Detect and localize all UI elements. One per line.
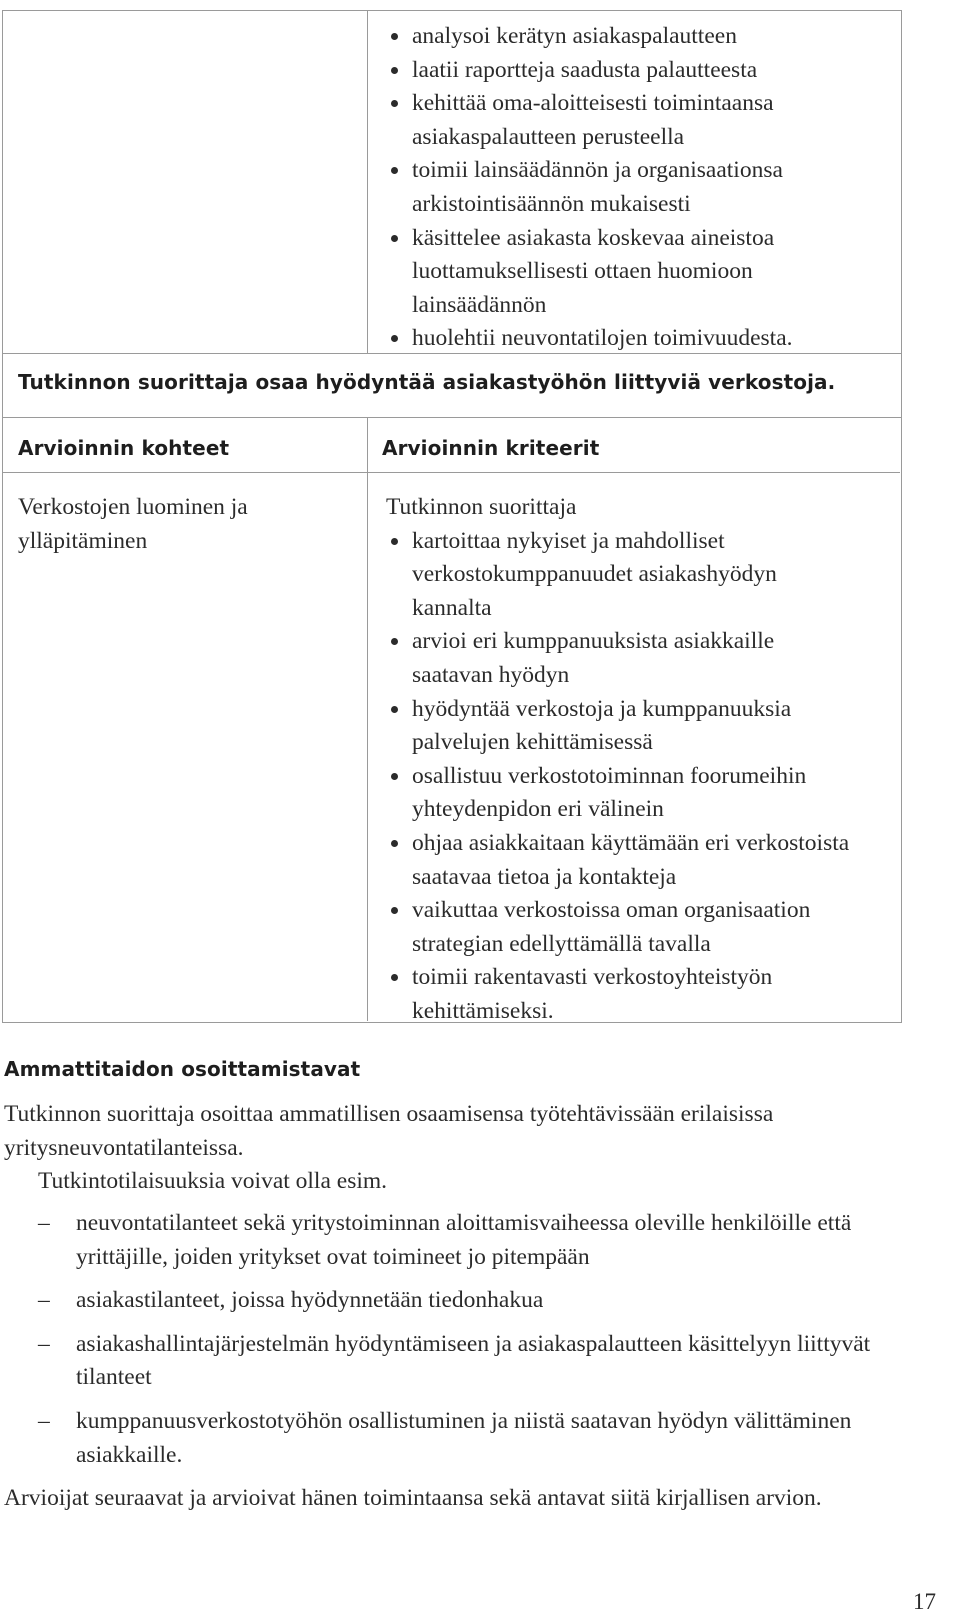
column-header-criteria: Arvioinnin kriteerit <box>382 436 600 460</box>
column-header-targets: Arvioinnin kohteet <box>18 436 230 460</box>
list-item: arvioi eri kumppanuuksista asiakkaille saatavan hyödyn <box>386 625 852 692</box>
top-criteria-list <box>386 20 886 356</box>
examples-block <box>0 1207 910 1482</box>
assessment-target: Verkostojen luominen ja ylläpitäminen <box>18 494 248 554</box>
network-table-divider <box>367 417 368 1021</box>
page-number: 17 <box>913 1589 936 1614</box>
criteria-cell <box>386 491 886 1029</box>
list-item: – neuvontatilanteet sekä yritystoiminnan aloittamisvaiheessa oleville henkilöille että yrittäjille, joiden yritykset ovat toimineet jo pitempään <box>0 1207 910 1274</box>
list-item: ohjaa asiakkaitaan käyttämään eri verkostoista saatavaa tietoa ja kontakteja <box>386 827 872 894</box>
list-item: vaikuttaa verkostoissa oman organisaation strategian edellyttämällä tavalla <box>386 894 892 961</box>
closing-paragraph: Arvioijat seuraavat ja arvioivat hänen toimintaansa sekä antavat siitä kirjallisen arvion. <box>4 1485 822 1511</box>
top-table-divider <box>367 10 368 353</box>
list-item: analysoi kerätyn asiakaspalautteen <box>386 20 886 54</box>
network-table-header-line <box>2 472 900 473</box>
list-item: huolehtii neuvontatilojen toimivuudesta. <box>386 322 886 356</box>
demonstration-heading: Ammattitaidon osoittamistavat <box>4 1057 361 1081</box>
examples-intro: Tutkintotilaisuuksia voivat olla esim. <box>38 1168 388 1194</box>
list-item: – asiakastilanteet, joissa hyödynnetään tiedonhakua <box>0 1284 910 1318</box>
list-item: – asiakashallintajärjestelmän hyödyntämiseen ja asiakaspalautteen käsittelyyn liittyvät tilanteet <box>0 1328 910 1395</box>
criteria-list <box>386 525 886 1029</box>
list-item: osallistuu verkostotoiminnan foorumeihin yhteydenpidon eri välinein <box>386 760 892 827</box>
list-item: kartoittaa nykyiset ja mahdolliset verkostokumppanuudet asiakashyödyn kannalta <box>386 525 852 626</box>
examples-list <box>0 1207 910 1472</box>
list-item: – kumppanuusverkostotyöhön osallistuminen ja niistä saatavan hyödyn välittäminen asiakkaille. <box>0 1405 910 1472</box>
list-item: käsittelee asiakasta koskevaa aineistoa luottamuksellisesti ottaen huomioon lainsäädännön <box>386 222 842 323</box>
list-item: kehittää oma-aloitteisesti toimintaansa asiakaspalautteen perusteella <box>386 87 842 154</box>
section-title: Tutkinnon suorittaja osaa hyödyntää asiakastyöhön liittyviä verkostoja. <box>18 370 836 394</box>
criteria-intro: Tutkinnon suorittaja <box>386 494 577 520</box>
demonstration-intro: Tutkinnon suorittaja osoittaa ammatillisen osaamisensa työtehtävissään erilaisissa yritysneuvontatilanteissa. <box>4 1101 774 1161</box>
list-item: toimii rakentavasti verkostoyhteistyön kehittämiseksi. <box>386 961 852 1028</box>
top-criteria-cell <box>386 20 886 356</box>
list-item: toimii lainsäädännön ja organisaationsa arkistointisäännön mukaisesti <box>386 154 852 221</box>
list-item: hyödyntää verkostoja ja kumppanuuksia palvelujen kehittämisessä <box>386 693 872 760</box>
list-item: laatii raportteja saadusta palautteesta <box>386 54 886 88</box>
